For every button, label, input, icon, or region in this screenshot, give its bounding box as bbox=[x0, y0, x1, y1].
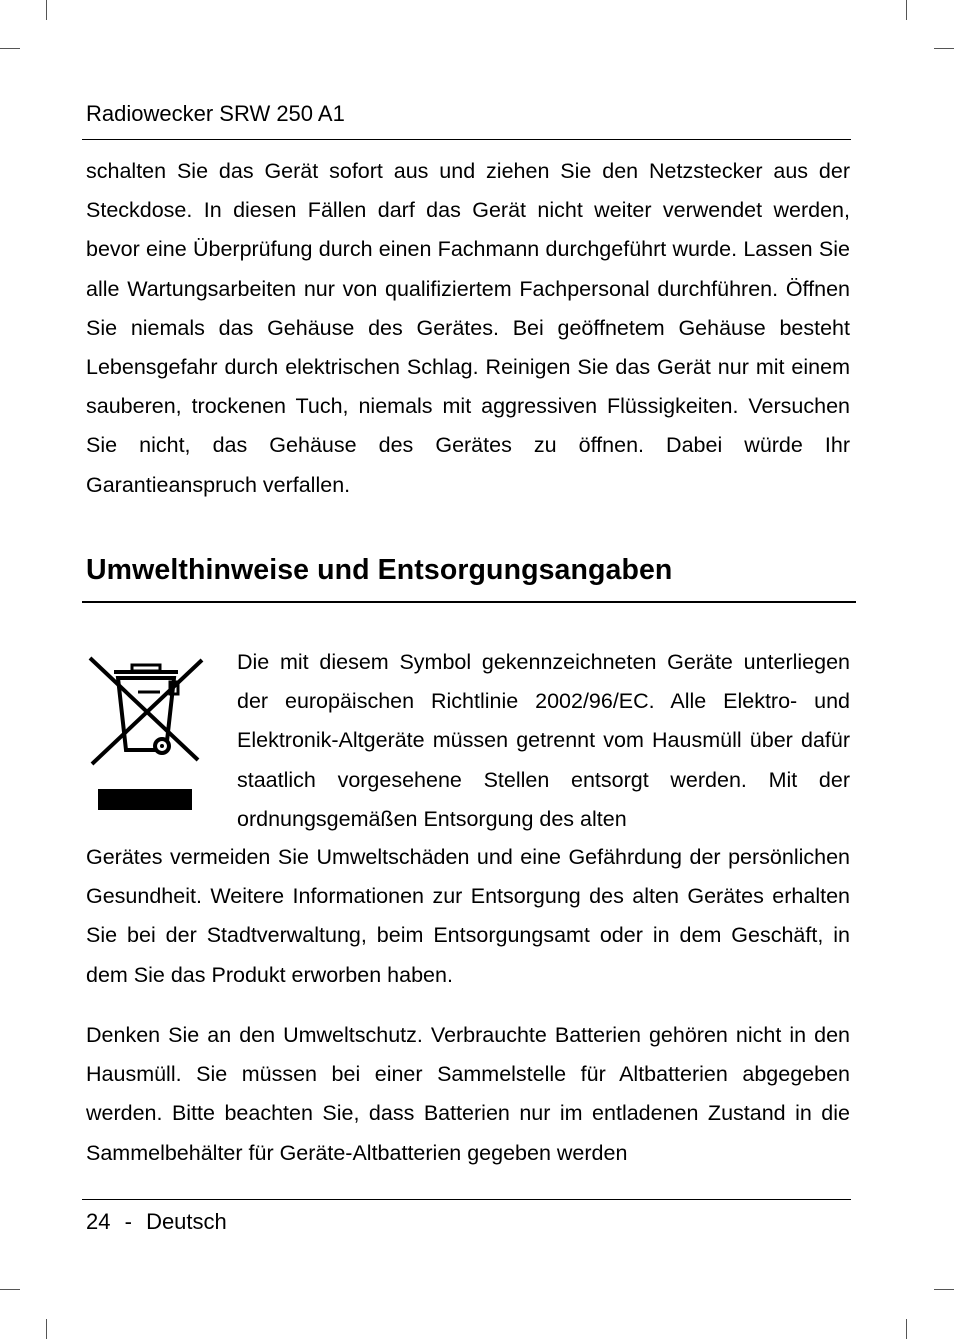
footer-language: Deutsch bbox=[146, 1209, 227, 1234]
crop-mark bbox=[46, 1319, 47, 1339]
crop-mark bbox=[46, 0, 47, 20]
crop-mark bbox=[906, 0, 907, 20]
page-number: 24 bbox=[86, 1209, 111, 1234]
crop-mark bbox=[934, 1289, 954, 1290]
safety-paragraph: schalten Sie das Gerät sofort aus und ziehen Sie den Netzstecker aus der Steckdose. In diesen Fällen darf das Gerät nicht weiter verwendet werden, bevor eine Überprüfung durch einen Fachmann durchgeführt wurde. Lassen Sie alle Wartungsarbeiten nur von qualifiziertem Fachpersonal durchführen. Öffnen Sie niemals das Gehäuse des Gerätes. Bei geöffnetem Gehäuse besteht Lebensgefahr durch elektrischen Schlag. Reinigen Sie das Gerät nur mit einem sauberen, trockenen Tuch, niemals mit aggressiven Flüssigkeiten. Versuchen Sie nicht, das Gehäuse des Gerätes zu öffnen. Dabei würde Ihr Garantieanspruch verfallen. bbox=[86, 159, 850, 497]
disposal-paragraph-continued: Gerätes vermeiden Sie Umweltschäden und eine Gefährdung der persönlichen Gesundheit. Weitere Informationen zur Entsorgung des alten Gerätes erhalten Sie bei der Stadtverwaltung, beim Entsorgungsamt oder in dem Geschäft, in dem Sie das Produkt erworben haben. bbox=[86, 845, 850, 987]
running-header: Radiowecker SRW 250 A1 bbox=[86, 101, 345, 126]
crop-mark bbox=[0, 48, 20, 49]
footer-rule bbox=[82, 1199, 851, 1200]
header-rule bbox=[82, 139, 851, 140]
heading-rule bbox=[82, 601, 856, 603]
page-footer bbox=[86, 1207, 227, 1237]
crop-mark bbox=[906, 1319, 907, 1339]
section-heading: Umwelthinweise und Entsorgungsangaben bbox=[86, 554, 673, 586]
crop-mark bbox=[0, 1289, 20, 1290]
crop-mark bbox=[934, 48, 954, 49]
crossed-out-wheelie-bin-icon bbox=[86, 652, 206, 814]
symbol-description: Die mit diesem Symbol gekennzeichneten Geräte unterliegen der europäischen Richtlinie 2002/96/EC. Alle Elektro- und Elektronik-Altgeräte müssen getrennt vom Hausmüll über dafür staatlich vorgesehene Stellen entsorgt werden. Mit der ordnungsgemäßen Entsorgung des alten bbox=[237, 650, 850, 831]
footer-separator: - bbox=[124, 1209, 132, 1234]
battery-paragraph: Denken Sie an den Umweltschutz. Verbrauchte Batterien gehören nicht in den Hausmüll. Sie müssen bei einer Sammelstelle für Altbatterien abgegeben werden. Bitte beachten Sie, dass Batterien nur im entladenen Zustand in die Sammelbehälter für Geräte-Altbatterien gegeben werden bbox=[86, 1023, 850, 1165]
